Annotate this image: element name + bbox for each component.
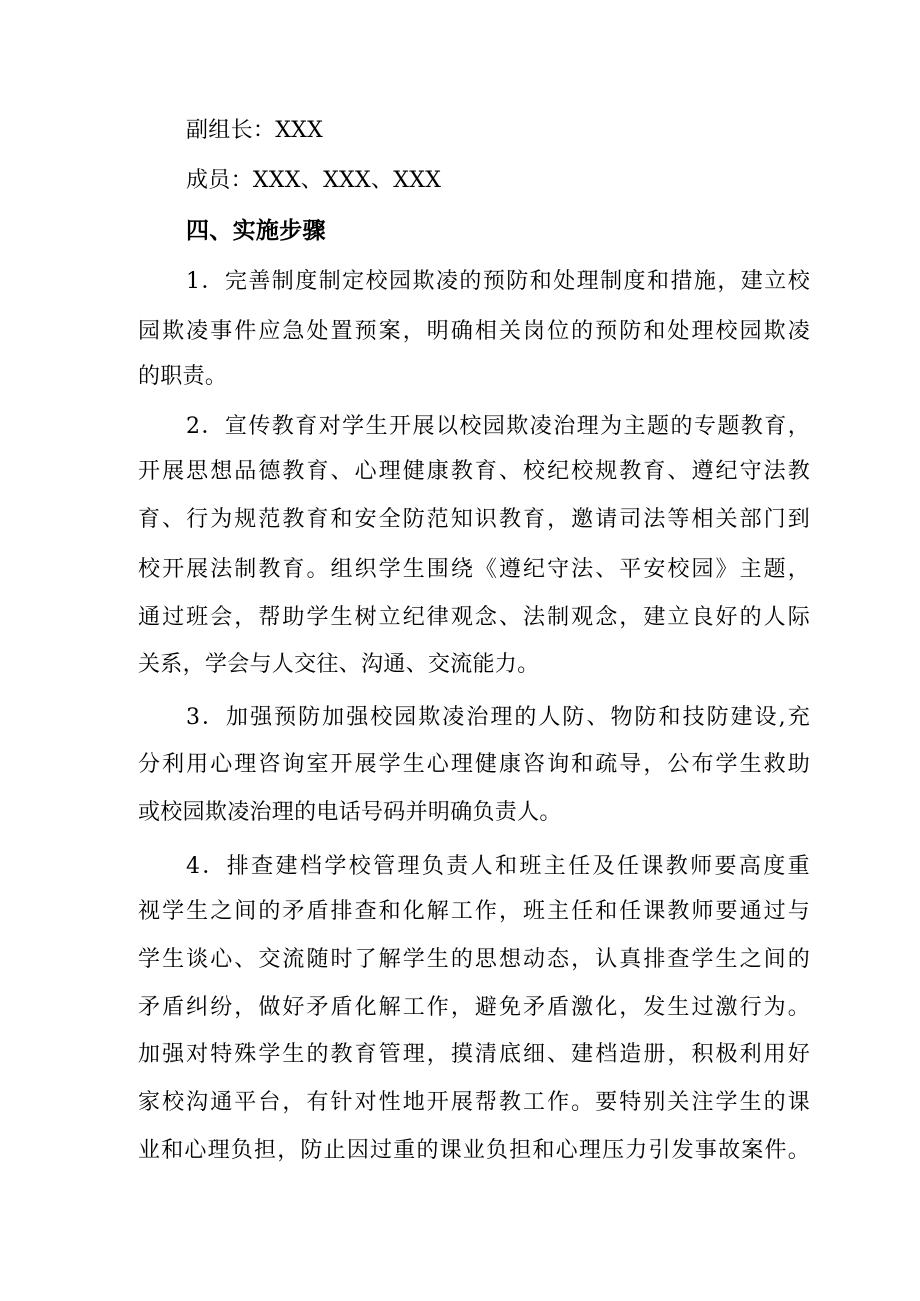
paragraph-2-line: 通过班会，帮助学生树立纪律观念、法制观念，建立良好的人际	[138, 605, 810, 630]
paragraph-3-line: 分利用心理咨询室开展学生心理健康咨询和疏导，公布学生救助	[138, 752, 810, 777]
paragraph-1-line: 1．完善制度制定校园欺凌的预防和处理制度和措施，建立校	[186, 269, 810, 294]
paragraph-4-line: 视学生之间的矛盾排查和化解工作，班主任和任课教师要通过与	[138, 899, 810, 924]
paragraph-4-line: 业和心理负担，防止因过重的课业负担和心理压力引发事故案件。	[138, 1138, 810, 1163]
paragraph-2-line: 育、行为规范教育和安全防范知识教育，邀请司法等相关部门到	[138, 507, 810, 532]
paragraph-4-line: 学生谈心、交流随时了解学生的思想动态，认真排查学生之间的	[138, 947, 810, 972]
paragraph-3-line: 3．加强预防加强校园欺凌治理的人防、物防和技防建设,充	[186, 705, 810, 730]
paragraph-3-line: 或校园欺凌治理的电话号码并明确负责人。	[138, 800, 562, 825]
paragraph-2-line: 校开展法制教育。组织学生围绕《遵纪守法、平安校园》主题，	[138, 557, 810, 582]
members-line: 成员：XXX、XXX、XXX	[186, 168, 442, 193]
paragraph-4-line: 4．排查建档学校管理负责人和班主任及任课教师要高度重	[186, 854, 810, 879]
paragraph-4-line: 矛盾纠纷，做好矛盾化解工作，避免矛盾激化，发生过激行为。	[138, 995, 810, 1020]
paragraph-1-line: 的职责。	[138, 364, 228, 389]
paragraph-1-line: 园欺凌事件应急处置预案，明确相关岗位的预防和处理校园欺凌	[138, 319, 810, 344]
paragraph-4-line: 加强对特殊学生的教育管理，摸清底细、建档造册，积极利用好	[138, 1042, 810, 1067]
paragraph-2-line: 开展思想品德教育、心理健康教育、校纪校规教育、遵纪守法教	[138, 459, 810, 484]
paragraph-2-line: 关系，学会与人交往、沟通、交流能力。	[138, 652, 540, 677]
paragraph-4-line: 家校沟通平台，有针对性地开展帮教工作。要特别关注学生的课	[138, 1090, 810, 1115]
deputy-leader-line: 副组长：XXX	[186, 118, 324, 143]
section-heading: 四、实施步骤	[186, 218, 326, 244]
paragraph-2-line: 2．宣传教育对学生开展以校园欺凌治理为主题的专题教育，	[186, 414, 810, 439]
